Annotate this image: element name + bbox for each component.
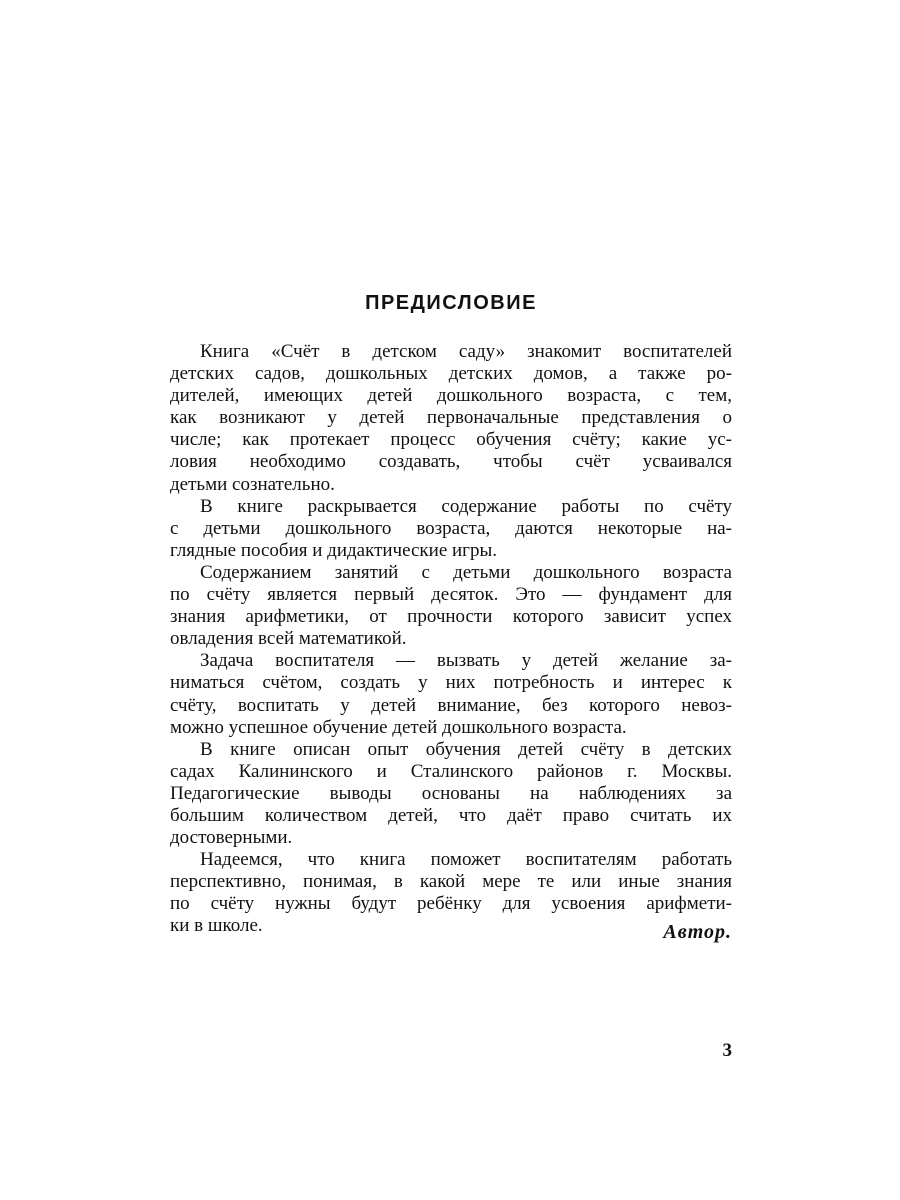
paragraph-1 bbox=[170, 341, 732, 496]
text-line: по счёту нужны будут ребёнку для усвоения арифмети- bbox=[170, 893, 732, 915]
preface-body bbox=[170, 341, 732, 938]
page-number: 3 bbox=[722, 1040, 732, 1061]
text-line: перспективно, понимая, в какой мере те или иные знания bbox=[170, 871, 732, 893]
text-line: ниматься счётом, создать у них потребность и интерес к bbox=[170, 672, 732, 694]
text-line: глядные пособия и дидактические игры. bbox=[170, 539, 497, 561]
text-line: Содержанием занятий с детьми дошкольного возраста bbox=[200, 561, 732, 583]
text-line: достоверными. bbox=[170, 827, 293, 849]
paragraph-5 bbox=[170, 739, 732, 849]
text-line: садах Калининского и Сталинского районов г. Москвы. bbox=[170, 760, 732, 782]
text-line: овладения всей математикой. bbox=[170, 628, 407, 650]
text-line: большим количеством детей, что даёт право считать их bbox=[170, 804, 732, 826]
author-signature: Автор. bbox=[663, 921, 732, 943]
text-line: счёту, воспитать у детей внимание, без которого невоз- bbox=[170, 694, 732, 716]
text-line: Надеемся, что книга поможет воспитателям работать bbox=[200, 849, 732, 871]
text-line: с детьми дошкольного возраста, даются некоторые на- bbox=[170, 517, 732, 539]
text-line: ки в школе. bbox=[170, 915, 263, 937]
text-line: знания арифметики, от прочности которого зависит успех bbox=[170, 606, 732, 628]
text-line: можно успешное обучение детей дошкольного возраста. bbox=[170, 716, 627, 738]
paragraph-2 bbox=[170, 496, 732, 562]
paragraph-4 bbox=[170, 650, 732, 738]
text-line: ловия необходимо создавать, чтобы счёт усваивался bbox=[170, 451, 732, 473]
text-line: Задача воспитателя — вызвать у детей желание за- bbox=[200, 650, 732, 672]
text-line: детьми сознательно. bbox=[170, 473, 335, 495]
paragraph-3 bbox=[170, 562, 732, 650]
text-line: В книге раскрывается содержание работы по счёту bbox=[200, 495, 732, 517]
page-title: ПРЕДИСЛОВИЕ bbox=[365, 292, 537, 314]
text-line: В книге описан опыт обучения детей счёту в детских bbox=[200, 738, 732, 760]
text-line: дителей, имеющих детей дошкольного возраста, с тем, bbox=[170, 385, 732, 407]
text-line: Педагогические выводы основаны на наблюдениях за bbox=[170, 782, 732, 804]
paragraph-6 bbox=[170, 849, 732, 937]
text-line: Книга «Счёт в детском саду» знакомит воспитателей bbox=[200, 341, 732, 362]
text-line: по счёту является первый десяток. Это — фундамент для bbox=[170, 584, 732, 606]
text-line: как возникают у детей первоначальные представления о bbox=[170, 407, 732, 429]
text-line: детских садов, дошкольных детских домов, а также ро- bbox=[170, 363, 732, 385]
text-line: числе; как протекает процесс обучения счёту; какие ус- bbox=[170, 429, 732, 451]
